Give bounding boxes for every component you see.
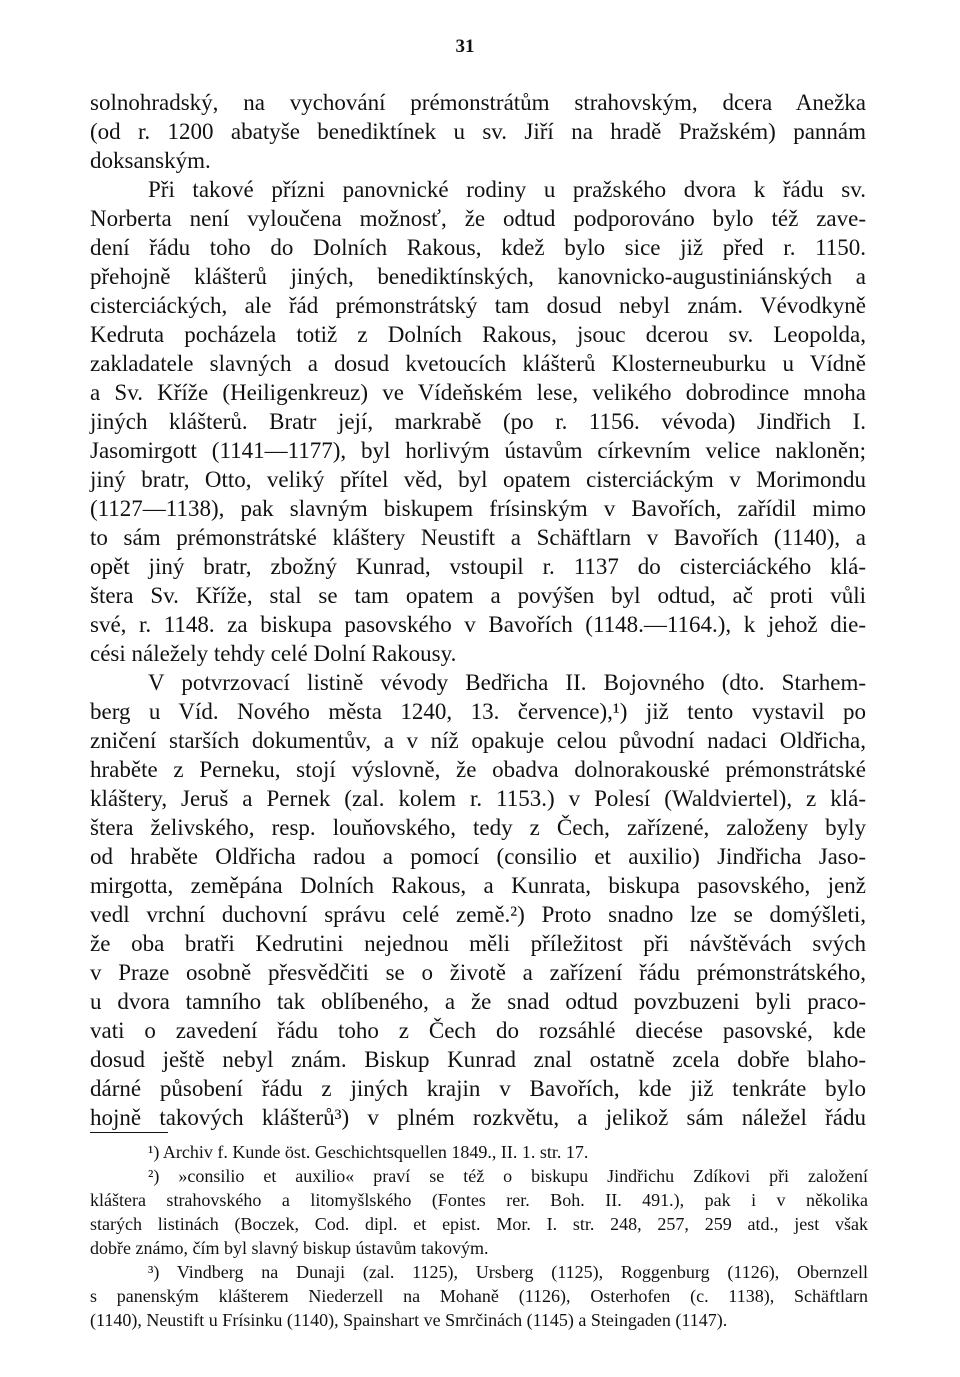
body-line: (1127—1138), pak slavným biskupem frísinským v Bavořích, zařídil mimo: [90, 496, 866, 521]
footnote-line: ³) Vindberg na Dunaji (zal. 1125), Ursberg (1125), Roggenburg (1126), Obernzell: [148, 1262, 868, 1282]
body-line: hojně takových klášterů³) v plném rozkvětu, a jelikož sám náležel řádu: [90, 1105, 866, 1130]
body-line: Při takové přízni panovnické rodiny u pražského dvora k řádu sv.: [148, 177, 866, 202]
footnote-line: ¹) Archiv f. Kunde öst. Geschichtsquellen 1849., II. 1. str. 17.: [148, 1142, 589, 1162]
footnote-divider: [90, 1132, 168, 1133]
footnote-line: (1140), Neustift u Frísinku (1140), Spainshart ve Smrčinách (1145) a Steingaden (1147).: [90, 1310, 728, 1330]
body-line: zakladatele slavných a dosud kvetoucích klášterů Klosterneuburku u Vídně: [90, 351, 866, 376]
body-line: vedl vrchní duchovní správu celé země.²) Proto snadno lze se domýšleti,: [90, 902, 866, 927]
body-line: hraběte z Perneku, stojí výslovně, že obadva dolnorakouské prémonstrátské: [90, 757, 866, 782]
body-line: Norberta není vyloučena možnosť, že odtud podporováno bylo též zave-: [90, 206, 866, 231]
body-line: Jasomirgott (1141—1177), byl horlivým ústavům církevním velice nakloněn;: [90, 438, 866, 463]
body-line: cisterciáckých, ale řád prémonstrátský tam dosud nebyl znám. Vévodkyně: [90, 293, 866, 318]
footnote-line: dobře známo, čím byl slavný biskup ústavům takovým.: [90, 1238, 489, 1258]
footnotes: [90, 1140, 868, 1332]
footnote-line: starých listinách (Boczek, Cod. dipl. et epist. Mor. I. str. 248, 257, 259 atd., jest však: [90, 1214, 868, 1234]
body-line: doksanským.: [90, 148, 211, 173]
body-line: a Sv. Kříže (Heiligenkreuz) ve Vídeňském lese, velikého dobrodince mnoha: [90, 380, 866, 405]
page-number: 31: [455, 36, 475, 57]
footnote-line: ²) »consilio et auxilio« praví se též o biskupu Jindřichu Zdíkovi při založení: [148, 1166, 868, 1186]
body-line: to sám prémonstrátské kláštery Neustift a Schäftlarn v Bavořích (1140), a: [90, 525, 866, 550]
body-line: (od r. 1200 abatyše benediktínek u sv. Jiří na hradě Pražském) pannám: [90, 119, 866, 144]
body-line: štera želivského, resp. louňovského, tedy z Čech, zařízené, založeny byly: [90, 815, 866, 840]
body-line: Kedruta pocházela totiž z Dolních Rakous, jsouc dcerou sv. Leopolda,: [90, 322, 866, 347]
body-line: mirgotta, zeměpána Dolních Rakous, a Kunrata, biskupa pasovského, jenž: [90, 873, 866, 898]
body-line: solnohradský, na vychování prémonstrátům strahovským, dcera Anežka: [90, 90, 866, 115]
body-line: zničení starších dokumentův, a v níž opakuje celou původní nadaci Oldřicha,: [90, 728, 866, 753]
body-line: v Praze osobně přesvědčiti se o životě a zařízení řádu prémonstrátského,: [90, 960, 866, 985]
body-line: že oba bratři Kedrutini nejednou měli příležitost při návštěvách svých: [90, 931, 866, 956]
body-line: dení řádu toho do Dolních Rakous, kdež bylo sice již před r. 1150.: [90, 235, 866, 260]
body-line: od hraběte Oldřicha radou a pomocí (consilio et auxilio) Jindřicha Jaso-: [90, 844, 866, 869]
body-line: jiný bratr, Otto, veliký přítel věd, byl opatem cisterciáckým v Morimondu: [90, 467, 866, 492]
footnote-line: s panenským klášterem Niederzell na Mohaně (1126), Osterhofen (c. 1138), Schäftlarn: [90, 1286, 868, 1306]
body-line: dárné působení řádu z jiných krajin v Bavořích, kde již tenkráte bylo: [90, 1076, 866, 1101]
body-line: své, r. 1148. za biskupa pasovského v Bavořích (1148.—1164.), k jehož die-: [90, 612, 866, 637]
body-line: vati o zavedení řádu toho z Čech do rozsáhlé diecése pasovské, kde: [90, 1018, 866, 1043]
body-line: přehojně klášterů jiných, benediktínských, kanovnicko-augustiniánských a: [90, 264, 866, 289]
body-line: cési náležely tehdy celé Dolní Rakousy.: [90, 641, 457, 666]
body-line: dosud ještě nebyl znám. Biskup Kunrad znal ostatně zcela dobře blaho-: [90, 1047, 866, 1072]
body-line: u dvora tamního tak oblíbeného, a že snad odtud povzbuzeni byli praco-: [90, 989, 866, 1014]
body-line: berg u Víd. Nového města 1240, 13. července),¹) již tento vystavil po: [90, 699, 866, 724]
footnote-line: kláštera strahovského a litomyšlského (Fontes rer. Boh. II. 491.), pak i v několika: [90, 1190, 868, 1210]
body-line: V potvrzovací listině vévody Bedřicha II. Bojovného (dto. Starhem-: [148, 670, 866, 695]
body-line: kláštery, Jeruš a Pernek (zal. kolem r. 1153.) v Polesí (Waldviertel), z klá-: [90, 786, 866, 811]
body-line: jiných klášterů. Bratr její, markrabě (po r. 1156. vévoda) Jindřich I.: [90, 409, 866, 434]
body-line: štera Sv. Kříže, stal se tam opatem a povýšen byl odtud, ač proti vůli: [90, 583, 866, 608]
body-text: [90, 88, 866, 1132]
body-line: opět jiný bratr, zbožný Kunrad, vstoupil r. 1137 do cisterciáckého klá-: [90, 554, 866, 579]
